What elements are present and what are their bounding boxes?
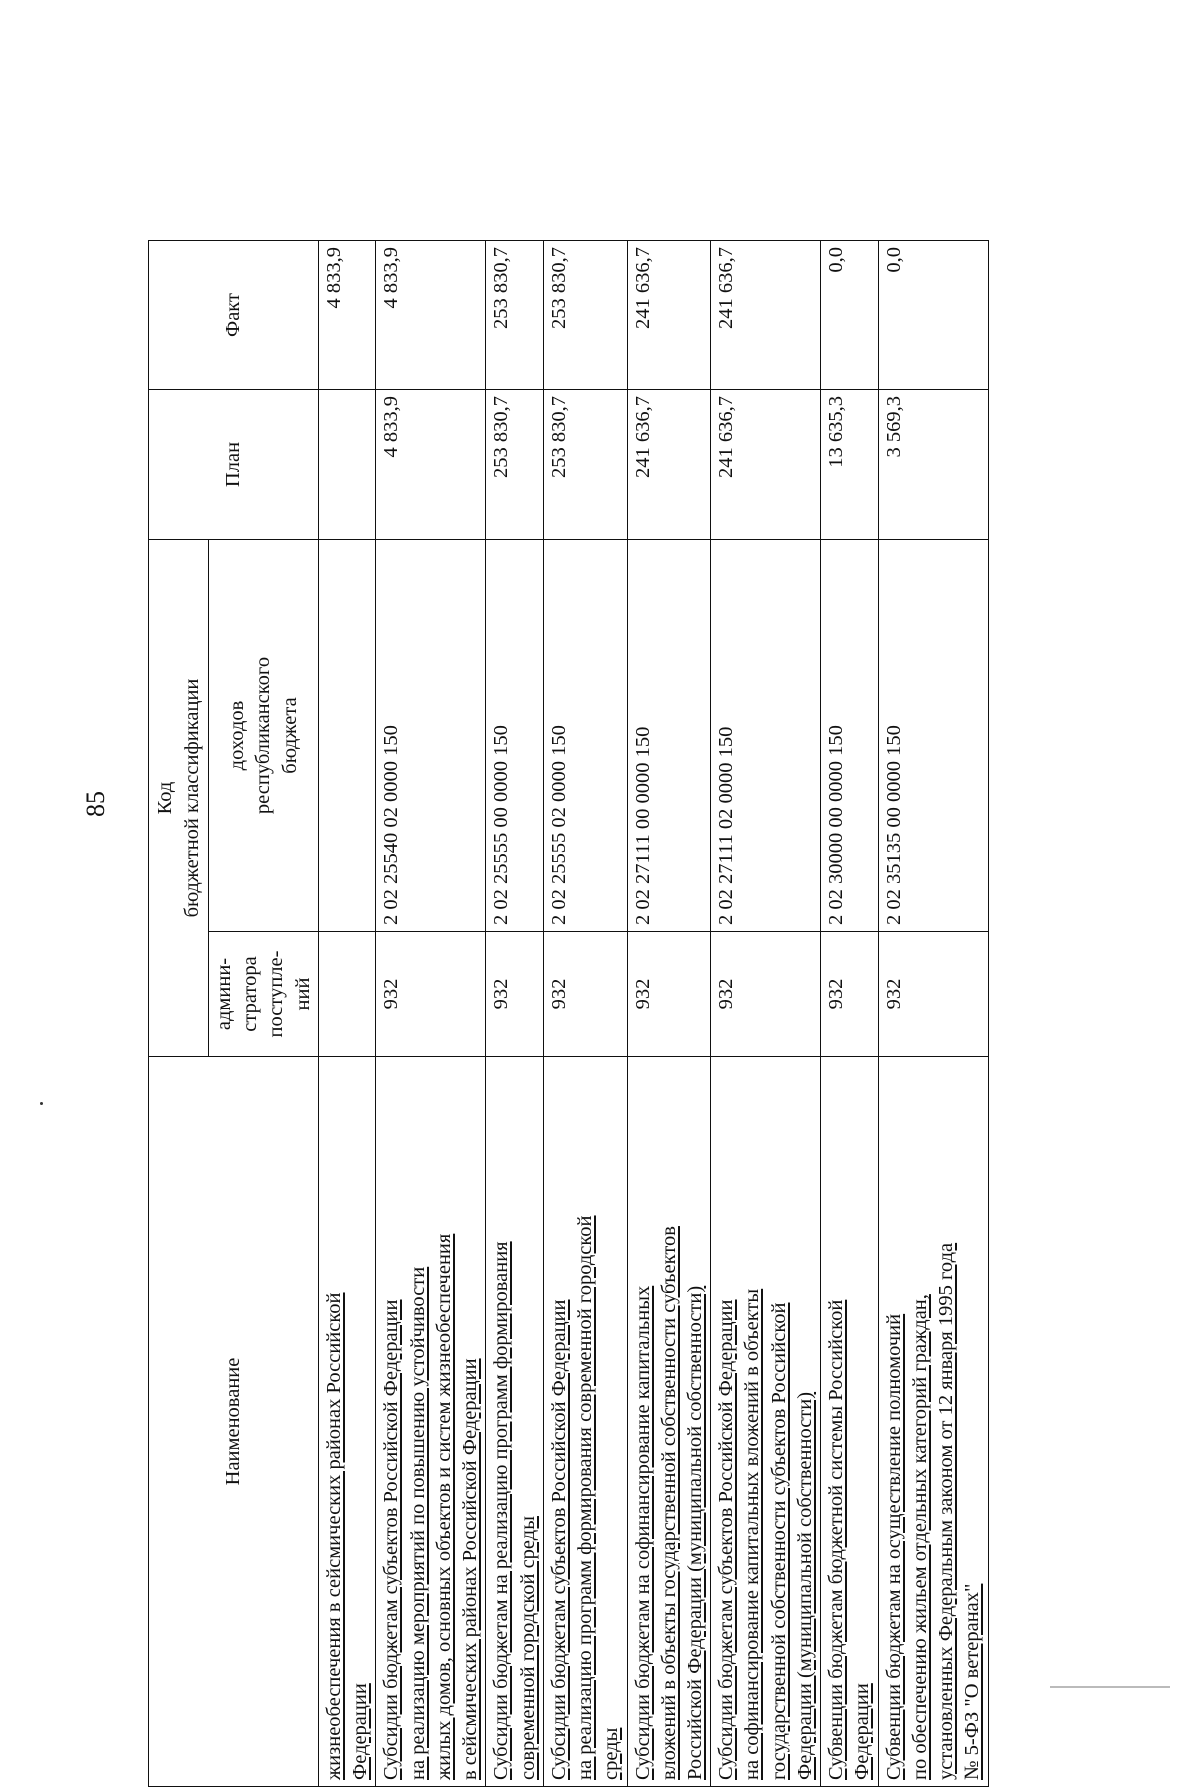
row-income-code: 2 02 25540 02 0000 150 <box>376 540 486 932</box>
row-name-line: жизнеобеспечения в сейсмических районах Российской <box>322 1292 345 1780</box>
header-code-group <box>149 540 209 1057</box>
row-name-line: государственной собственности субъектов Российской <box>767 1302 790 1780</box>
row-plan: 253 830,7 <box>486 390 543 540</box>
row-fact: 0,0 <box>821 241 878 390</box>
row-plan: 13 635,3 <box>821 390 878 540</box>
row-name <box>821 1057 878 1787</box>
row-administrator: 932 <box>486 932 543 1057</box>
row-income-code <box>318 540 375 932</box>
row-name-line: Федерации <box>851 1683 874 1780</box>
header-line: поступле- <box>265 950 288 1038</box>
scan-edge-mark <box>1050 1686 1170 1688</box>
header-line: республиканского <box>252 656 275 815</box>
row-plan <box>318 390 375 540</box>
row-fact: 241 636,7 <box>627 241 711 390</box>
row-fact: 253 830,7 <box>543 241 627 390</box>
header-administrator <box>209 932 319 1057</box>
row-plan: 4 833,9 <box>376 390 486 540</box>
row-name <box>878 1057 988 1787</box>
row-name-line: среды <box>600 1727 623 1780</box>
row-name-line: на реализацию мероприятий по повышению устойчивости <box>406 1266 429 1780</box>
row-name-line: на реализацию программ формирования современной городской <box>574 1215 597 1780</box>
row-name <box>486 1057 543 1787</box>
row-name-line: установленных Федеральным законом от 12 января 1995 года <box>935 1242 958 1780</box>
table-row <box>627 241 711 1787</box>
row-fact: 4 833,9 <box>318 241 375 390</box>
row-name-line: Российской Федерации (муниципальной собственности) <box>683 1285 706 1780</box>
page-number: 85 <box>81 791 110 817</box>
row-fact: 4 833,9 <box>376 241 486 390</box>
row-name-line: Субсидии бюджетам субъектов Российской Федерации <box>547 1299 570 1780</box>
row-administrator: 932 <box>627 932 711 1057</box>
row-income-code: 2 02 35135 00 0000 150 <box>878 540 988 932</box>
row-name <box>627 1057 711 1787</box>
row-income-code: 2 02 30000 00 0000 150 <box>821 540 878 932</box>
row-name-line: № 5-ФЗ "О ветеранах" <box>961 1583 984 1780</box>
row-name-line: Субвенции бюджетам бюджетной системы Российской <box>825 1299 848 1780</box>
row-administrator: 932 <box>543 932 627 1057</box>
row-income-code: 2 02 27111 00 0000 150 <box>627 540 711 932</box>
header-income-code <box>209 540 319 932</box>
header-line: стратора <box>239 956 262 1032</box>
row-administrator <box>318 932 375 1057</box>
row-name <box>376 1057 486 1787</box>
row-name-line: в сейсмических районах Российской Федерации <box>459 1358 482 1780</box>
table-row <box>486 241 543 1787</box>
row-name-line: жилых домов, основных объектов и систем жизнеобеспечения <box>432 1233 455 1780</box>
table-row <box>376 241 486 1787</box>
row-administrator: 932 <box>711 932 821 1057</box>
row-name-line: на софинансирование капитальных вложений в объекты <box>741 1288 764 1780</box>
row-name <box>318 1057 375 1787</box>
table-row <box>318 241 375 1787</box>
row-administrator: 932 <box>878 932 988 1057</box>
row-name-line: Федерации <box>349 1683 372 1780</box>
row-income-code: 2 02 27111 02 0000 150 <box>711 540 821 932</box>
header-name: Наименование <box>149 1057 319 1787</box>
budget-income-table <box>148 240 989 1787</box>
row-fact: 241 636,7 <box>711 241 821 390</box>
header-line: ний <box>291 977 314 1011</box>
row-income-code: 2 02 25555 00 0000 150 <box>486 540 543 932</box>
row-plan: 253 830,7 <box>543 390 627 540</box>
table-row <box>878 241 988 1787</box>
header-code-line1: Код <box>154 781 177 815</box>
row-plan: 241 636,7 <box>711 390 821 540</box>
row-plan: 241 636,7 <box>627 390 711 540</box>
row-income-code: 2 02 25555 02 0000 150 <box>543 540 627 932</box>
row-name-line: вложений в объекты государственной собственности субъектов <box>657 1226 680 1780</box>
row-name-line: по обеспечению жильем отдельных категорий граждан, <box>908 1294 931 1780</box>
table-row <box>821 241 878 1787</box>
row-plan: 3 569,3 <box>878 390 988 540</box>
row-name-line: современной городской среды <box>516 1516 539 1780</box>
row-name-line: Субсидии бюджетам субъектов Российской Федерации <box>715 1299 738 1780</box>
row-name-line: Субсидии бюджетам на софинансирование капитальных <box>631 1285 654 1780</box>
header-line: бюджета <box>278 697 301 774</box>
row-administrator: 932 <box>821 932 878 1057</box>
header-plan: План <box>149 390 319 540</box>
row-fact: 0,0 <box>878 241 988 390</box>
row-name <box>711 1057 821 1787</box>
header-fact: Факт <box>149 241 319 390</box>
row-name-line: Субсидии бюджетам на реализацию программ формирования <box>490 1241 513 1780</box>
row-fact: 253 830,7 <box>486 241 543 390</box>
row-name-line: Федерации (муниципальной собственности) <box>793 1391 816 1780</box>
row-name-line: Субвенции бюджетам на осуществление полномочий <box>882 1313 905 1780</box>
header-line: админи- <box>213 957 235 1031</box>
rotated-table-area <box>148 79 1070 1787</box>
row-name-line: Субсидии бюджетам субъектов Российской Федерации <box>380 1299 403 1780</box>
table-row <box>543 241 627 1787</box>
scan-speck <box>40 1102 43 1105</box>
table-row <box>711 241 821 1787</box>
header-line: доходов <box>226 700 249 771</box>
row-name <box>543 1057 627 1787</box>
row-administrator: 932 <box>376 932 486 1057</box>
header-code-line2: бюджетной классификации <box>180 678 203 918</box>
